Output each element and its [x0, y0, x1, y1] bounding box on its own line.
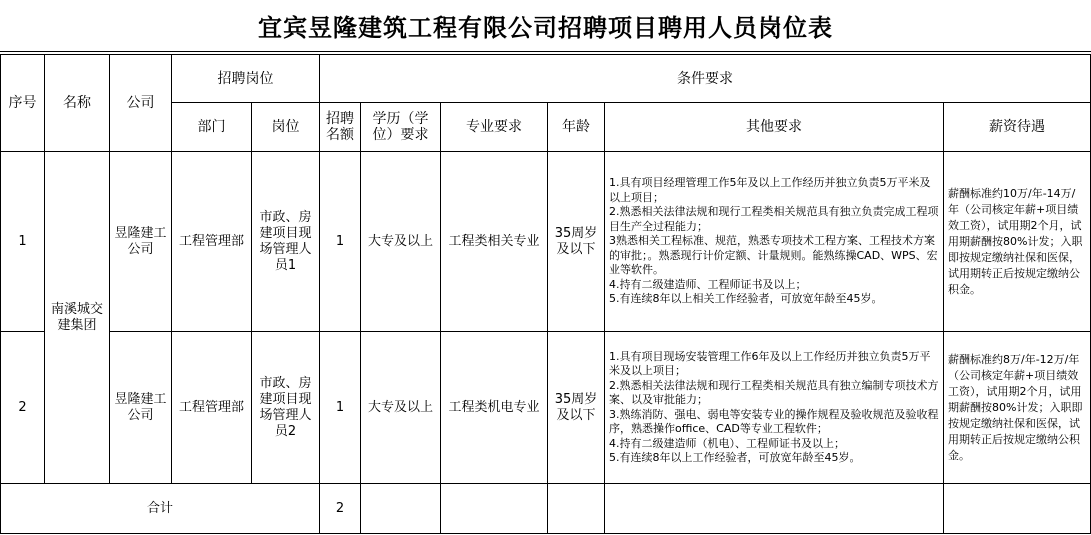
header-conditions: 条件要求	[320, 55, 1091, 103]
total-row	[1, 484, 1091, 534]
total-label: 合计	[1, 484, 320, 534]
row-education: 大专及以上	[361, 152, 441, 332]
header-name: 名称	[45, 55, 110, 152]
row-dept: 工程管理部	[172, 152, 252, 332]
header-other: 其他要求	[605, 103, 944, 152]
row-major: 工程类机电专业	[441, 332, 548, 484]
requirement-line: 1.具有项目经理管理工作5年及以上工作经历并独立负责5万平米及以上项目；	[609, 176, 931, 204]
row-quota: 1	[320, 152, 361, 332]
row-post: 市政、房建项目现场管理人员1	[252, 152, 320, 332]
header-education: 学历（学位）要求	[361, 103, 441, 152]
header-post: 岗位	[252, 103, 320, 152]
row-salary: 薪酬标准约10万/年-14万/年（公司核定年薪+项目绩效工资），试用期2个月，试用期薪酬按80%计发；入职即按规定缴纳社保和医保，试用期转正后按规定缴纳公积金。	[944, 152, 1091, 332]
header-salary: 薪资待遇	[944, 103, 1091, 152]
header-seq: 序号	[1, 55, 45, 152]
requirement-line: 2.熟悉相关法律法规和现行工程类相关规范具有独立编制专项技术方案、以及审批能力；	[609, 378, 939, 406]
header-major: 专业要求	[441, 103, 548, 152]
row-company: 昱隆建工公司	[110, 332, 172, 484]
row-company: 昱隆建工公司	[110, 152, 172, 332]
requirement-line: 2.熟悉相关法律法规和现行工程类相关规范具有独立负责完成工程项目生产全过程能力；	[609, 205, 939, 233]
header-dept: 部门	[172, 103, 252, 152]
row-education: 大专及以上	[361, 332, 441, 484]
requirement-line: 4.持有二级建造师、工程师证书及以上；	[609, 277, 807, 291]
header-quota: 招聘名额	[320, 103, 361, 152]
row-seq: 1	[1, 152, 45, 332]
row-seq: 2	[1, 332, 45, 484]
row-salary: 薪酬标准约8万/年-12万/年（公司核定年薪+项目绩效工资），试用期2个月，试用期薪酬按80%计发；入职即按规定缴纳社保和医保，试用期转正后按规定缴纳公积金。	[944, 332, 1091, 484]
table-row	[1, 332, 1091, 484]
row-post: 市政、房建项目现场管理人员2	[252, 332, 320, 484]
header-age: 年龄	[548, 103, 605, 152]
requirement-line: 3熟悉相关工程标准、规范，熟悉专项技术工程方案、工程技术方案的审批；。熟悉现行计价定额、计量规则。能熟练操CAD、WPS、宏业等软件。	[609, 234, 938, 277]
row-other-requirements	[605, 152, 944, 332]
total-quota: 2	[320, 484, 361, 534]
requirement-line: 3.熟练消防、强电、弱电等安装专业的操作规程及验收规范及验收程序，熟悉操作office、CAD等专业工程软件；	[609, 407, 939, 435]
page-title: 宜宾昱隆建筑工程有限公司招聘项目聘用人员岗位表	[0, 0, 1091, 52]
row-major: 工程类相关专业	[441, 152, 548, 332]
row-quota: 1	[320, 332, 361, 484]
requirement-line: 1.具有项目现场安装管理工作6年及以上工作经历并独立负责5万平米及以上项目；	[609, 349, 931, 377]
row-age: 35周岁及以下	[548, 152, 605, 332]
row-dept: 工程管理部	[172, 332, 252, 484]
requirement-line: 5.有连续8年以上工作经验者，可放宽年龄至45岁。	[609, 451, 861, 464]
header-post-group: 招聘岗位	[172, 55, 320, 103]
row-age: 35周岁及以下	[548, 332, 605, 484]
requirement-line: 4.持有二级建造师（机电）、工程师证书及以上；	[609, 436, 845, 450]
positions-table	[0, 54, 1091, 534]
group-name: 南溪城交建集团	[45, 152, 110, 484]
header-company: 公司	[110, 55, 172, 152]
requirement-line: 5.有连续8年以上相关工作经验者，可放宽年龄至45岁。	[609, 292, 883, 306]
row-other-requirements	[605, 332, 944, 484]
table-row	[1, 152, 1091, 332]
